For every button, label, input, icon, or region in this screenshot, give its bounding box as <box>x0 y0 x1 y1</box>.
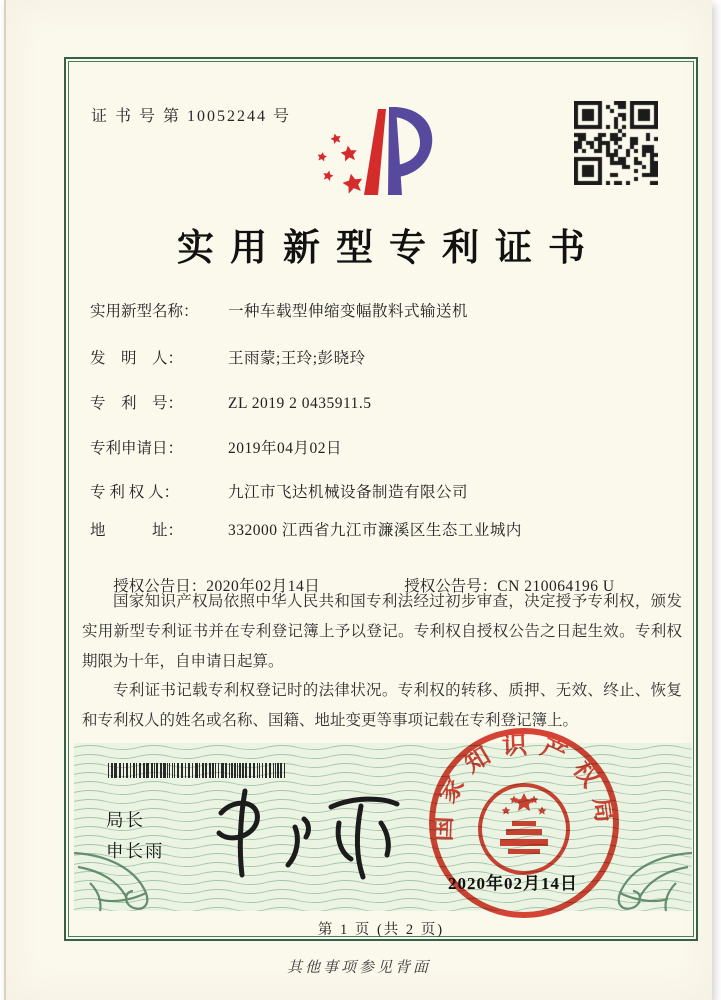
legal-text <box>82 587 682 736</box>
legal-paragraph-1: 国家知识产权局依照中华人民共和国专利法经过初步审查，决定授予专利权，颁发实用新型专利证书并在专利登记簿上予以登记。专利权自授权公告之日起生效。专利权期限为十年，自申请日起算。 <box>82 593 682 670</box>
field-value: 332000 江西省九江市濂溪区生态工业城内 <box>228 522 522 539</box>
barcode <box>108 763 288 778</box>
director-title: 局长 <box>106 810 145 830</box>
field-label: 专利申请日： <box>90 440 184 457</box>
field-label: 专 利 号： <box>90 395 184 412</box>
seal-date: 2020年02月14日 <box>448 874 578 893</box>
back-side-note: 其他事项参见背面 <box>286 960 431 976</box>
field-patent-number <box>90 391 680 413</box>
field-value: ZL 2019 2 0435911.5 <box>228 395 372 412</box>
legal-paragraph-2: 专利证书记载专利权登记时的法律状况。专利权的转移、质押、无效、终止、恢复和专利权人的姓名或名称、国籍、地址变更等事项记载在专利登记簿上。 <box>82 682 682 729</box>
field-value: 2019年04月02日 <box>228 440 343 457</box>
director-block <box>106 805 165 867</box>
grant-date-value: 2020年02月14日 <box>206 578 321 595</box>
director-name: 申长雨 <box>106 841 165 861</box>
field-inventors <box>90 346 680 368</box>
field-address <box>90 518 680 540</box>
field-value: 九江市飞达机械设备制造有限公司 <box>228 484 469 501</box>
qr-code <box>574 101 658 185</box>
field-label: 实用新型名称： <box>90 303 199 320</box>
cnipa-logo-icon <box>306 97 436 202</box>
field-patentee <box>90 480 680 502</box>
field-value: 一种车载型伸缩变幅散料式输送机 <box>228 303 469 320</box>
certificate-paper <box>4 0 712 1000</box>
grant-number-label: 授权公告号： <box>404 578 498 595</box>
seal-text: 国家知识产权局 <box>429 731 620 842</box>
field-label: 发 明 人： <box>90 350 184 367</box>
grant-number-value: CN 210064196 U <box>497 578 615 595</box>
field-label: 专 利 权 人： <box>90 484 180 501</box>
director-signature <box>201 777 411 882</box>
field-utility-model-name <box>90 299 680 321</box>
national-emblem-icon <box>480 785 568 873</box>
certificate-number: 证 书 号 第 10052244 号 <box>91 108 292 125</box>
field-filing-date <box>90 436 680 458</box>
grant-date-label: 授权公告日： <box>113 578 207 595</box>
page-number: 第 1 页 (共 2 页) <box>317 922 445 938</box>
certificate-title: 实用新型专利证书 <box>177 228 601 269</box>
certificate-border <box>64 57 698 941</box>
field-label: 地 址： <box>90 522 184 539</box>
field-value: 王雨蒙;王玲;彭晓玲 <box>228 350 366 367</box>
